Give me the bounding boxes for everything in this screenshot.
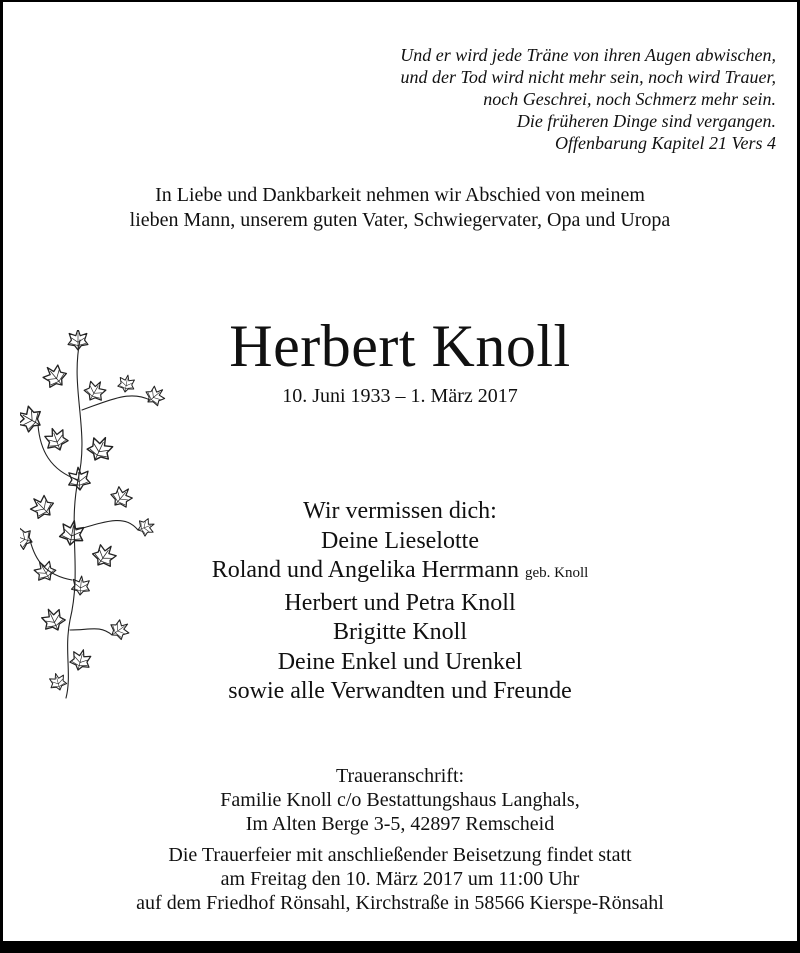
address-heading: Traueranschrift:	[335, 765, 465, 787]
mourner-entry: Deine Lieselotte	[321, 527, 479, 554]
address-line: Familie Knoll c/o Bestattungshaus Langhals,	[220, 789, 580, 811]
mourning-address	[0, 764, 800, 836]
address-line: Im Alten Berge 3-5, 42897 Remscheid	[245, 813, 555, 835]
service-line: Die Trauerfeier mit anschließender Beisetzung findet statt	[168, 844, 632, 866]
mourner-entry: Herbert und Petra Knoll	[284, 589, 516, 616]
verse-line: und der Tod wird nicht mehr sein, noch wird Trauer,	[400, 67, 776, 87]
bible-verse	[400, 44, 776, 154]
mourners-list	[0, 497, 800, 707]
mourner-entry: sowie alle Verwandten und Freunde	[228, 678, 572, 704]
life-dates: 10. Juni 1933 – 1. März 2017	[282, 385, 518, 407]
mourners-heading: Wir vermissen dich:	[303, 498, 497, 524]
verse-reference: Offenbarung Kapitel 21 Vers 4	[555, 133, 776, 153]
funeral-service-info	[0, 843, 800, 915]
mourner-entry: Brigitte Knoll	[333, 619, 467, 645]
maiden-name-note: geb. Knoll	[524, 565, 589, 581]
deceased-name: Herbert Knoll	[229, 313, 571, 379]
mourner-names: Roland und Angelika Herrmann	[211, 557, 519, 583]
intro-line: lieben Mann, unserem guten Vater, Schwiegervater, Opa und Uropa	[129, 209, 671, 231]
verse-line: Und er wird jede Träne von ihren Augen abwischen,	[400, 45, 776, 65]
verse-line: noch Geschrei, noch Schmerz mehr sein.	[483, 89, 776, 109]
intro-line: In Liebe und Dankbarkeit nehmen wir Abschied von meinem	[155, 184, 645, 206]
verse-line: Die früheren Dinge sind vergangen.	[516, 111, 776, 131]
service-line: auf dem Friedhof Rönsahl, Kirchstraße in 58566 Kierspe-Rönsahl	[136, 892, 664, 914]
service-line: am Freitag den 10. März 2017 um 11:00 Uhr	[220, 868, 580, 890]
farewell-intro	[0, 183, 800, 233]
mourner-entry: Deine Enkel und Urenkel	[277, 648, 523, 675]
mourner-entry	[0, 556, 800, 589]
